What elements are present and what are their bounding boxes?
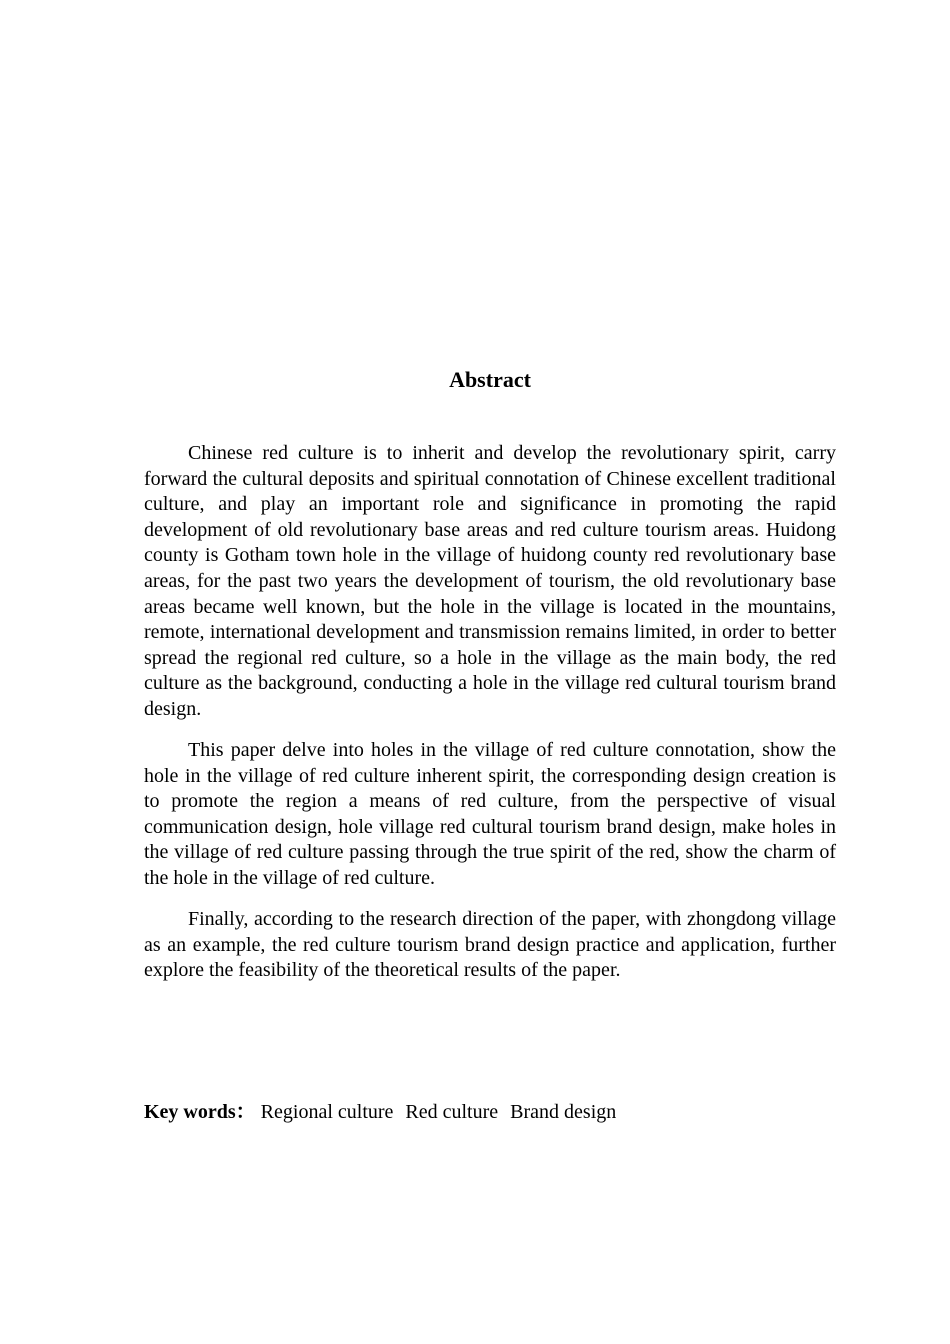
keywords: [144, 1095, 628, 1124]
keyword: Brand design: [510, 1101, 617, 1123]
keyword: Red culture: [405, 1101, 499, 1123]
keyword: Regional culture: [260, 1101, 394, 1123]
abstract-body: [144, 441, 836, 999]
abstract-paragraph: This paper delve into holes in the village of red culture connotation, show the hole in the village of red culture inherent spirit, the corresponding design creation is to promote the region a means of red culture, from the perspective of visual communication design, hole village red cultural tourism brand design, make holes in the village of red culture passing through the true spirit of the red, show the charm of the hole in the village of red culture.: [144, 739, 836, 889]
abstract-paragraph: Finally, according to the research direction of the paper, with zhongdong village as an example, the red culture tourism brand design practice and application, further explore the feasibility of the theoretical results of the paper.: [144, 908, 836, 982]
keywords-label: Key words：: [144, 1101, 256, 1123]
abstract-paragraph: Chinese red culture is to inherit and develop the revolutionary spirit, carry forward the cultural deposits and spiritual connotation of Chinese excellent traditional culture, and play an important role and significance in promoting the rapid development of old revolutionary base areas and red culture tourism areas. Huidong county is Gotham town hole in the village of huidong county red revolutionary base areas, for the past two years the development of tourism, the old revolutionary base areas became well known, but the hole in the village is located in the mountains, remote, international development and transmission remains limited, in order to better spread the regional red culture, so a hole in the village as the main body, the red culture as the background, conducting a hole in the village red cultural tourism brand design.: [144, 442, 836, 720]
abstract-title: Abstract: [449, 367, 531, 392]
